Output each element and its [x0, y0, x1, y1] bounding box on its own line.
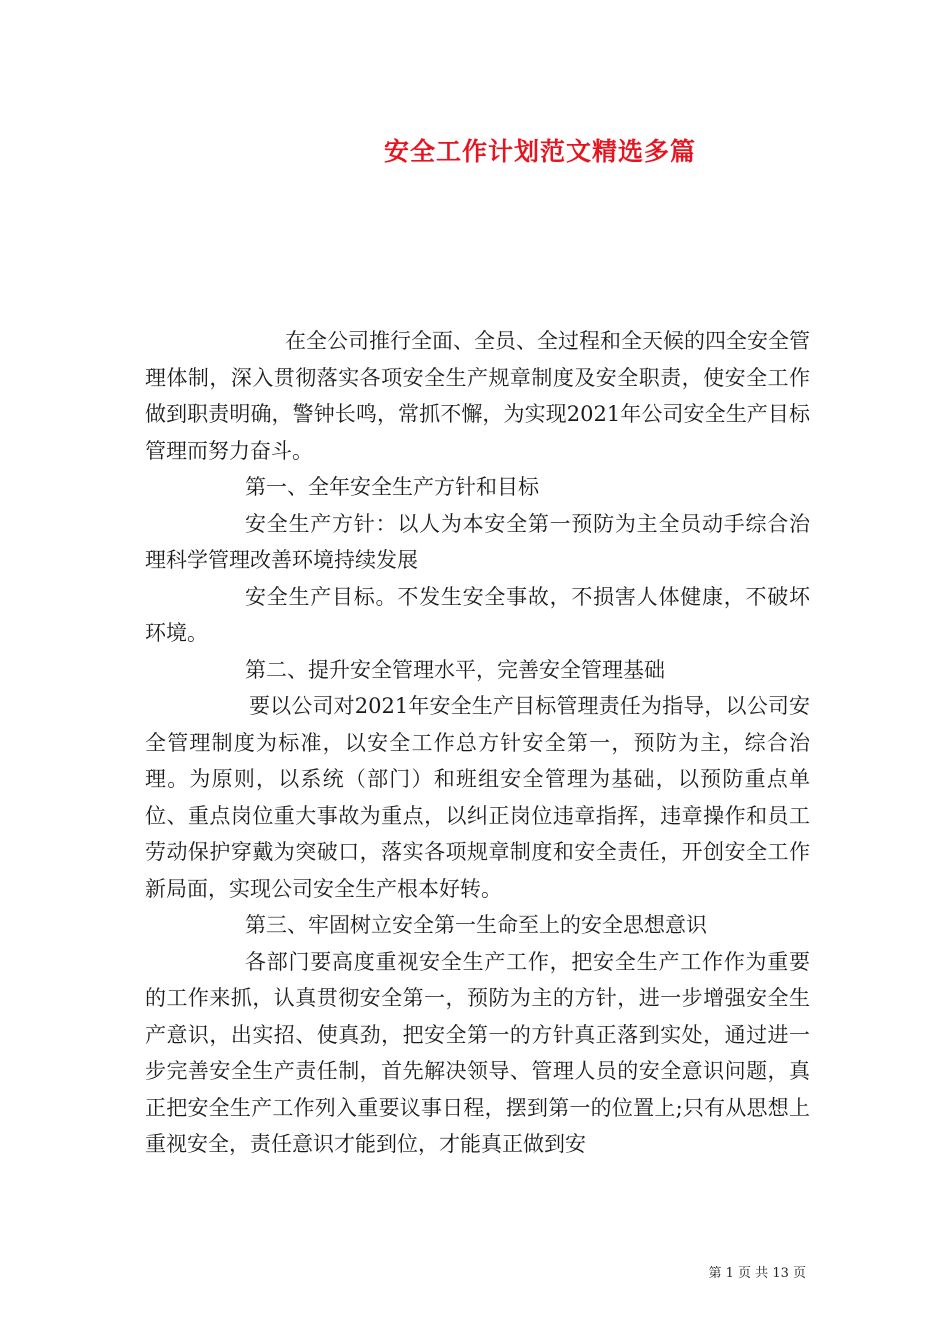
paragraph-policy: 安全生产方针：以人为本安全第一预防为主全员动手综合治理科学管理改善环境持续发展	[145, 511, 810, 572]
page-number-footer: 第 1 页 共 13 页	[708, 1266, 806, 1281]
section-heading-2: 第二、提升安全管理水平，完善安全管理基础	[245, 657, 665, 682]
paragraph-awareness: 各部门要高度重视安全生产工作，把安全生产工作作为重要的工作来抓，认真贯彻安全第一，预防为主的方针，进一步增强安全生产意识，出实招、使真劲，把安全第一的方针真正落到实处，通过进一步完善安全生产责任制，首先解决领导、管理人员的安全意识问题，真正把安全生产工作列入重要议事日程，摆到第一的位置上;只有从思想上重视安全，责任意识才能到位，才能真正做到安	[145, 949, 810, 1156]
section-heading-3: 第三、牢固树立安全第一生命至上的安全思想意识	[245, 913, 707, 937]
paragraph-management: 要以公司对2021年安全生产目标管理责任为指导，以公司安全管理制度为标准，以安全工作总方针安全第一，预防为主，综合治理。为原则，以系统（部门）和班组安全管理为基础，以预防重点单位、重点岗位重大事故为重点，以纠正岗位违章指挥，违章操作和员工劳动保护穿戴为突破口，落实各项规章制度和安全责任，开创安全工作新局面，实现公司安全生产根本好转。	[145, 694, 810, 901]
paragraph-goal: 安全生产目标。不发生安全事故，不损害人体健康，不破坏环境。	[145, 584, 810, 645]
document-title: 安全工作计划范文精选多篇	[383, 137, 696, 166]
paragraph-intro: 在全公司推行全面、全员、全过程和全天候的四全安全管理体制，深入贯彻落实各项安全生产规章制度及安全职责，使安全工作做到职责明确，警钟长鸣，常抓不懈，为实现2021年公司安全生产目标管理而努力奋斗。	[145, 329, 810, 463]
document-body	[145, 323, 810, 1163]
section-heading-1: 第一、全年安全生产方针和目标	[245, 475, 539, 499]
